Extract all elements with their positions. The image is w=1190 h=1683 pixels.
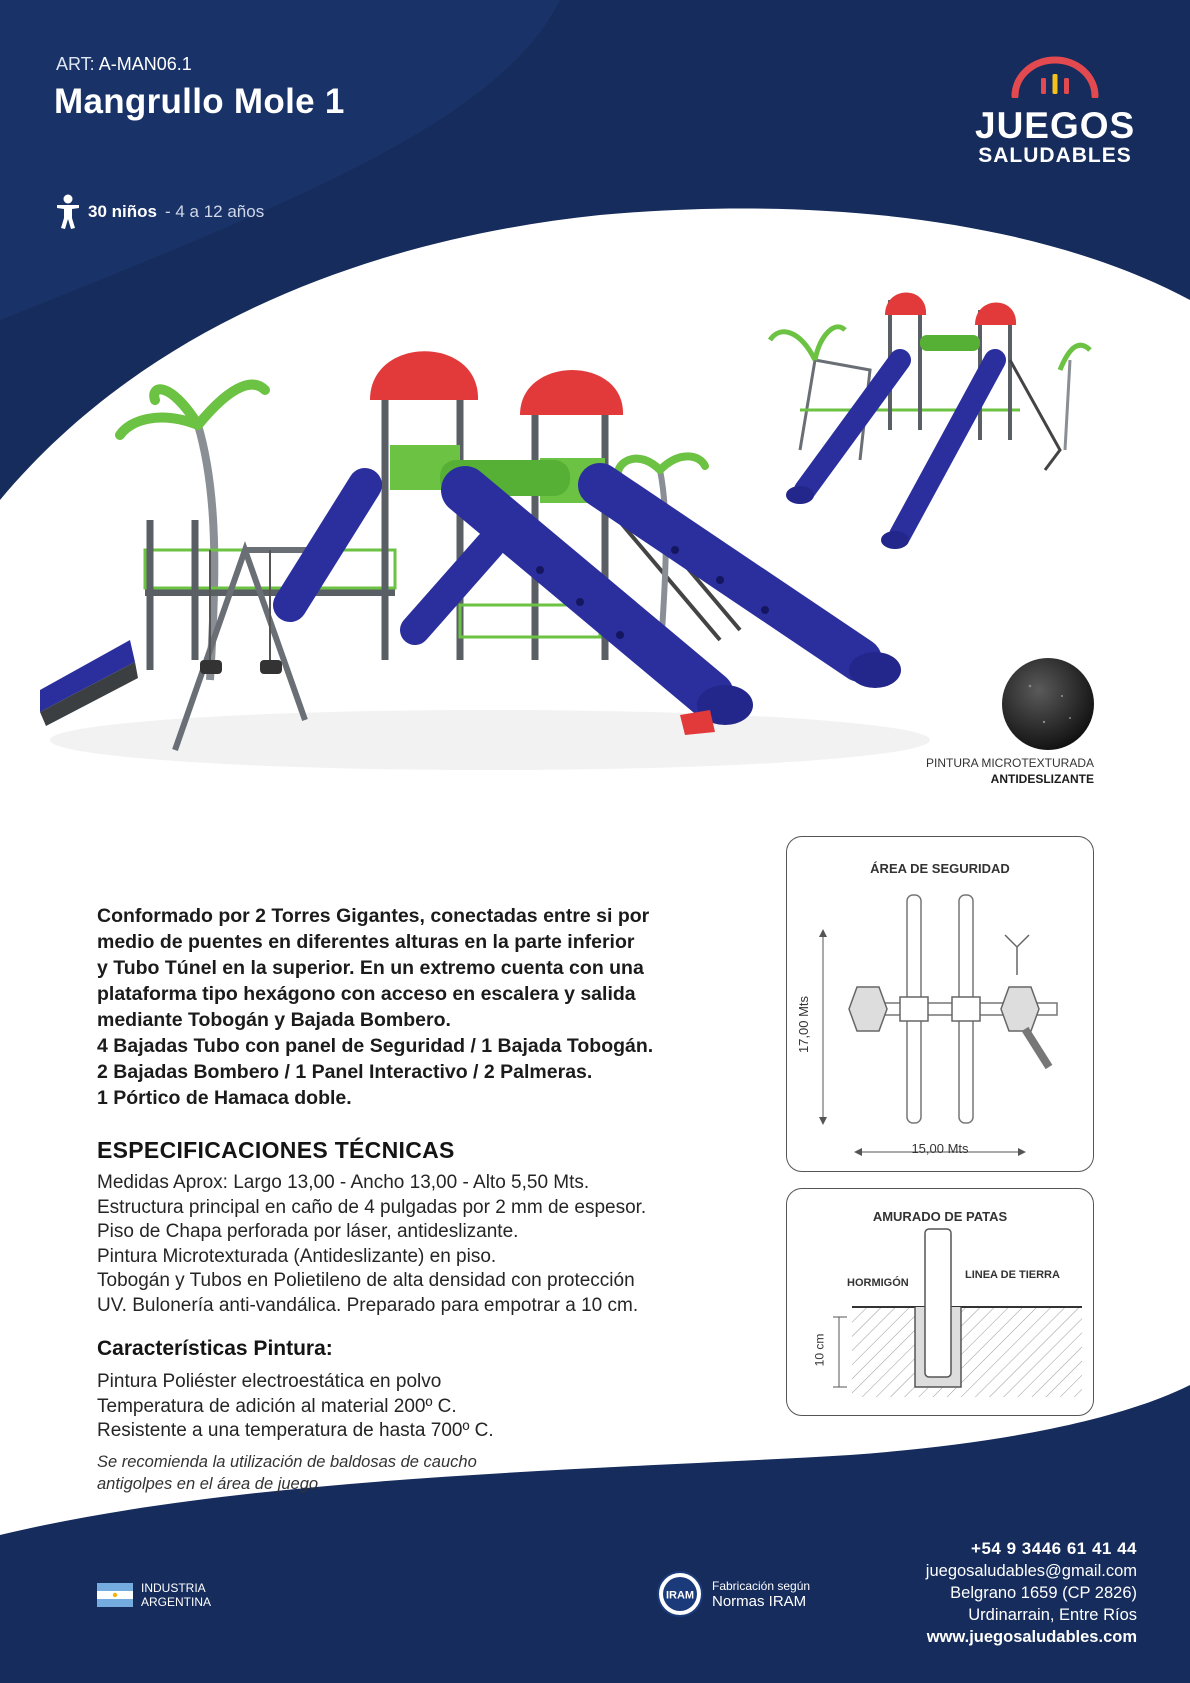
safety-area-height-label: 17,00 Mts <box>796 995 812 1054</box>
description-line: 1 Pórtico de Hamaca doble. <box>97 1087 352 1109</box>
industria-line1: INDUSTRIA <box>141 1581 206 1595</box>
paint-sample-caption <box>860 755 1094 787</box>
specs-list <box>97 1171 737 1318</box>
argentina-flag-icon <box>97 1583 133 1607</box>
spec-line: Pintura Microtexturada (Antideslizante) en piso. <box>97 1245 497 1267</box>
capacity-info <box>56 194 264 230</box>
paint-line: Temperatura de adición al material 200º C. <box>97 1395 457 1417</box>
note-line: Se recomienda la utilización de baldosas de caucho <box>97 1453 477 1471</box>
description-line: Conformado por 2 Torres Gigantes, conectadas entre si por <box>97 905 650 927</box>
concrete-label: HORMIGÓN <box>847 1277 909 1289</box>
anchoring-box <box>786 1188 1094 1416</box>
contact-address-city: Urdinarrain, Entre Ríos <box>968 1606 1137 1624</box>
safety-area-box <box>786 836 1094 1172</box>
paint-caption-line2: ANTIDESLIZANTE <box>990 772 1094 786</box>
paint-heading: Características Pintura: <box>97 1337 333 1360</box>
paint-line: Resistente a una temperatura de hasta 700º C. <box>97 1420 494 1441</box>
contact-email[interactable]: juegosaludables@gmail.com <box>925 1562 1137 1580</box>
spec-line: UV. Bulonería anti-vandálica. Preparado para empotrar a 10 cm. <box>97 1294 639 1316</box>
recommendation-note <box>97 1451 477 1495</box>
iram-line1: Fabricación según <box>712 1578 811 1593</box>
note-line: antigolpes en el área de juego. <box>97 1475 323 1493</box>
contact-block <box>860 1538 1137 1648</box>
brand-logo <box>975 56 1135 167</box>
description-line: medio de puentes en diferentes alturas en la parte inferior <box>97 931 635 953</box>
anchoring-title: AMURADO DE PATAS <box>872 1209 1008 1224</box>
microtextured-paint-sample <box>1000 656 1096 752</box>
safety-area-diagram <box>787 837 1093 1171</box>
spec-line: Tobogán y Tubos en Polietileno de alta densidad con protección <box>97 1270 635 1291</box>
description-line: 4 Bajadas Tubo con panel de Seguridad / 1 Bajada Tobogán. <box>97 1035 654 1057</box>
description-line: 2 Bajadas Bombero / 1 Panel Interactivo / 2 Palmeras. <box>97 1061 593 1083</box>
description-line: mediante Tobogán y Bajada Bombero. <box>97 1009 451 1031</box>
description-line: plataforma tipo hexágono con acceso en escalera y salida <box>97 983 636 1005</box>
safety-area-title: ÁREA DE SEGURIDAD <box>870 861 1010 876</box>
spec-line: Piso de Chapa perforada por láser, antideslizante. <box>97 1221 519 1242</box>
description-line: y Tubo Túnel en la superior. En un extremo cuenta con una <box>97 957 644 979</box>
anchoring-diagram <box>787 1189 1093 1415</box>
contact-address-street: Belgrano 1659 (CP 2826) <box>950 1584 1137 1602</box>
paint-caption-line1: PINTURA MICROTEXTURADA <box>925 756 1094 770</box>
industria-argentina-badge <box>97 1581 211 1609</box>
article-code: ART: A-MAN06.1 <box>56 54 192 74</box>
paint-line: Pintura Poliéster electroestática en polvo <box>97 1371 442 1392</box>
spec-line: Estructura principal en caño de 4 pulgadas por 2 mm de espesor. <box>97 1196 647 1218</box>
contact-phone[interactable]: +54 9 3446 61 41 44 <box>971 1539 1137 1558</box>
safety-area-width-label: 15,00 Mts <box>911 1141 969 1156</box>
logo-word-saludables: SALUDABLES <box>978 144 1132 167</box>
paint-list <box>97 1370 494 1444</box>
age-range: - 4 a 12 años <box>164 202 265 221</box>
child-icon <box>56 194 80 230</box>
industria-line2: ARGENTINA <box>141 1595 212 1609</box>
logo-word-juegos: JUEGOS <box>975 105 1136 146</box>
iram-badge <box>656 1570 810 1618</box>
playground-alt-view-illustration <box>760 290 1140 580</box>
spec-line: Medidas Aprox: Largo 13,00 - Ancho 13,00 - Alto 5,50 Mts. <box>97 1172 590 1193</box>
contact-website[interactable]: www.juegosaludables.com <box>926 1628 1137 1646</box>
iram-seal-text: IRAM <box>665 1589 695 1602</box>
product-description <box>97 903 737 1111</box>
capacity-count: 30 niños <box>88 202 157 221</box>
specs-heading: ESPECIFICACIONES TÉCNICAS <box>97 1137 455 1163</box>
depth-label: 10 cm <box>812 1333 827 1367</box>
arch-bars-logo-icon <box>1007 56 1103 98</box>
ground-line-label: LINEA DE TIERRA <box>965 1269 1060 1281</box>
product-title: Mangrullo Mole 1 <box>54 82 345 121</box>
iram-line2: Normas IRAM <box>712 1592 807 1610</box>
iram-seal-icon <box>656 1570 704 1618</box>
